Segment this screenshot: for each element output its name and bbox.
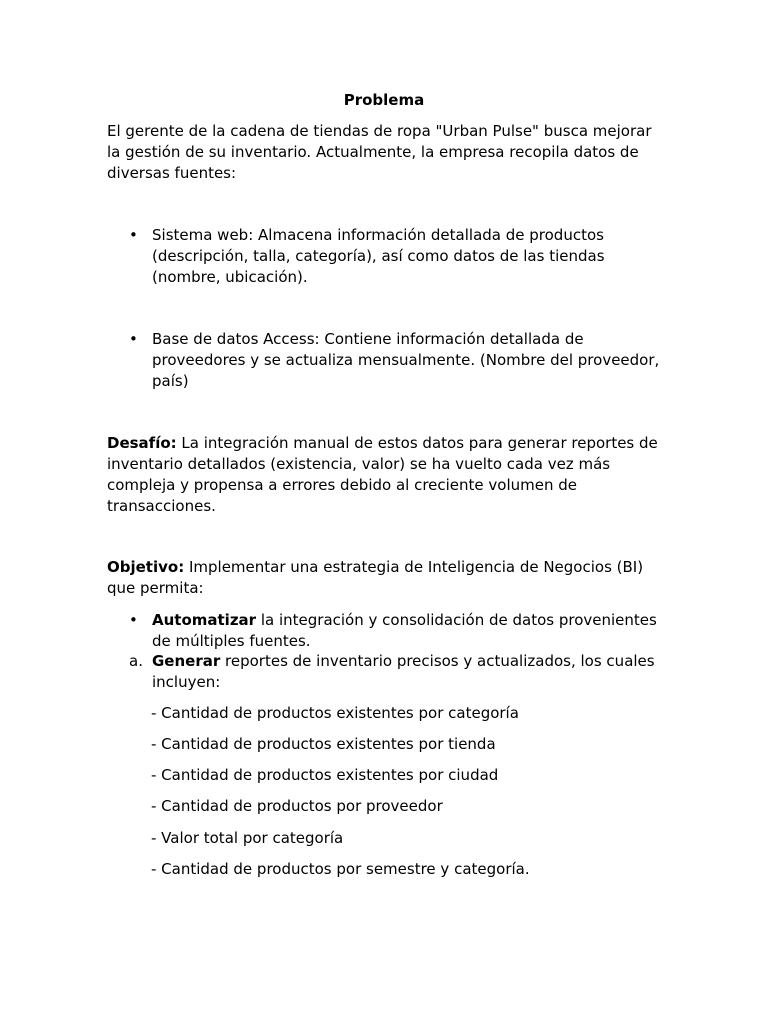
challenge-text: La integración manual de estos datos para generar reportes de inventario detallados (existencia, valor) se ha vuelto cada vez más compleja y propensa a errores debido al creciente volumen de transacciones. <box>107 434 658 515</box>
list-item-text <box>152 651 667 693</box>
report-item: - Cantidad de productos por proveedor <box>151 797 443 815</box>
list-item-bold: Automatizar <box>152 611 257 629</box>
list-item <box>107 225 667 288</box>
list-item-rest: la integración y consolidación de datos provenientes de múltiples fuentes. <box>152 611 657 650</box>
bullet-marker: • <box>129 330 138 348</box>
list-item-bold: Generar <box>152 652 221 670</box>
list-item-text: Sistema web: Almacena información detallada de productos (descripción, talla, categoría), así como datos de las tiendas (nombre, ubicación). <box>152 226 605 286</box>
list-item-text <box>152 610 667 652</box>
list-item-rest: reportes de inventario precisos y actualizados, los cuales incluyen: <box>152 652 655 691</box>
challenge-label: Desafío: <box>107 434 177 452</box>
objective-label: Objetivo: <box>107 558 185 576</box>
list-item <box>107 610 667 652</box>
objective-text: Implementar una estrategia de Inteligencia de Negocios (BI) que permita: <box>107 558 644 597</box>
document-title: Problema <box>343 91 425 109</box>
bullet-marker: • <box>129 226 138 244</box>
report-item: - Cantidad de productos por semestre y categoría. <box>151 860 530 878</box>
bullet-marker: • <box>129 611 138 629</box>
report-item: - Cantidad de productos existentes por categoría <box>151 704 519 722</box>
report-item: - Cantidad de productos existentes por tienda <box>151 735 496 753</box>
list-item <box>107 329 667 392</box>
list-marker: a. <box>129 652 143 670</box>
list-item-text: Base de datos Access: Contiene información detallada de proveedores y se actualiza mensualmente. (Nombre del proveedor, país) <box>152 330 660 390</box>
report-item: - Cantidad de productos existentes por ciudad <box>151 766 499 784</box>
objective-paragraph <box>107 557 667 599</box>
intro-paragraph: El gerente de la cadena de tiendas de ropa "Urban Pulse" busca mejorar la gestión de su inventario. Actualmente, la empresa recopila datos de diversas fuentes: <box>107 122 652 182</box>
challenge-paragraph <box>107 433 667 517</box>
list-item <box>107 651 667 693</box>
report-item: - Valor total por categoría <box>151 829 344 847</box>
